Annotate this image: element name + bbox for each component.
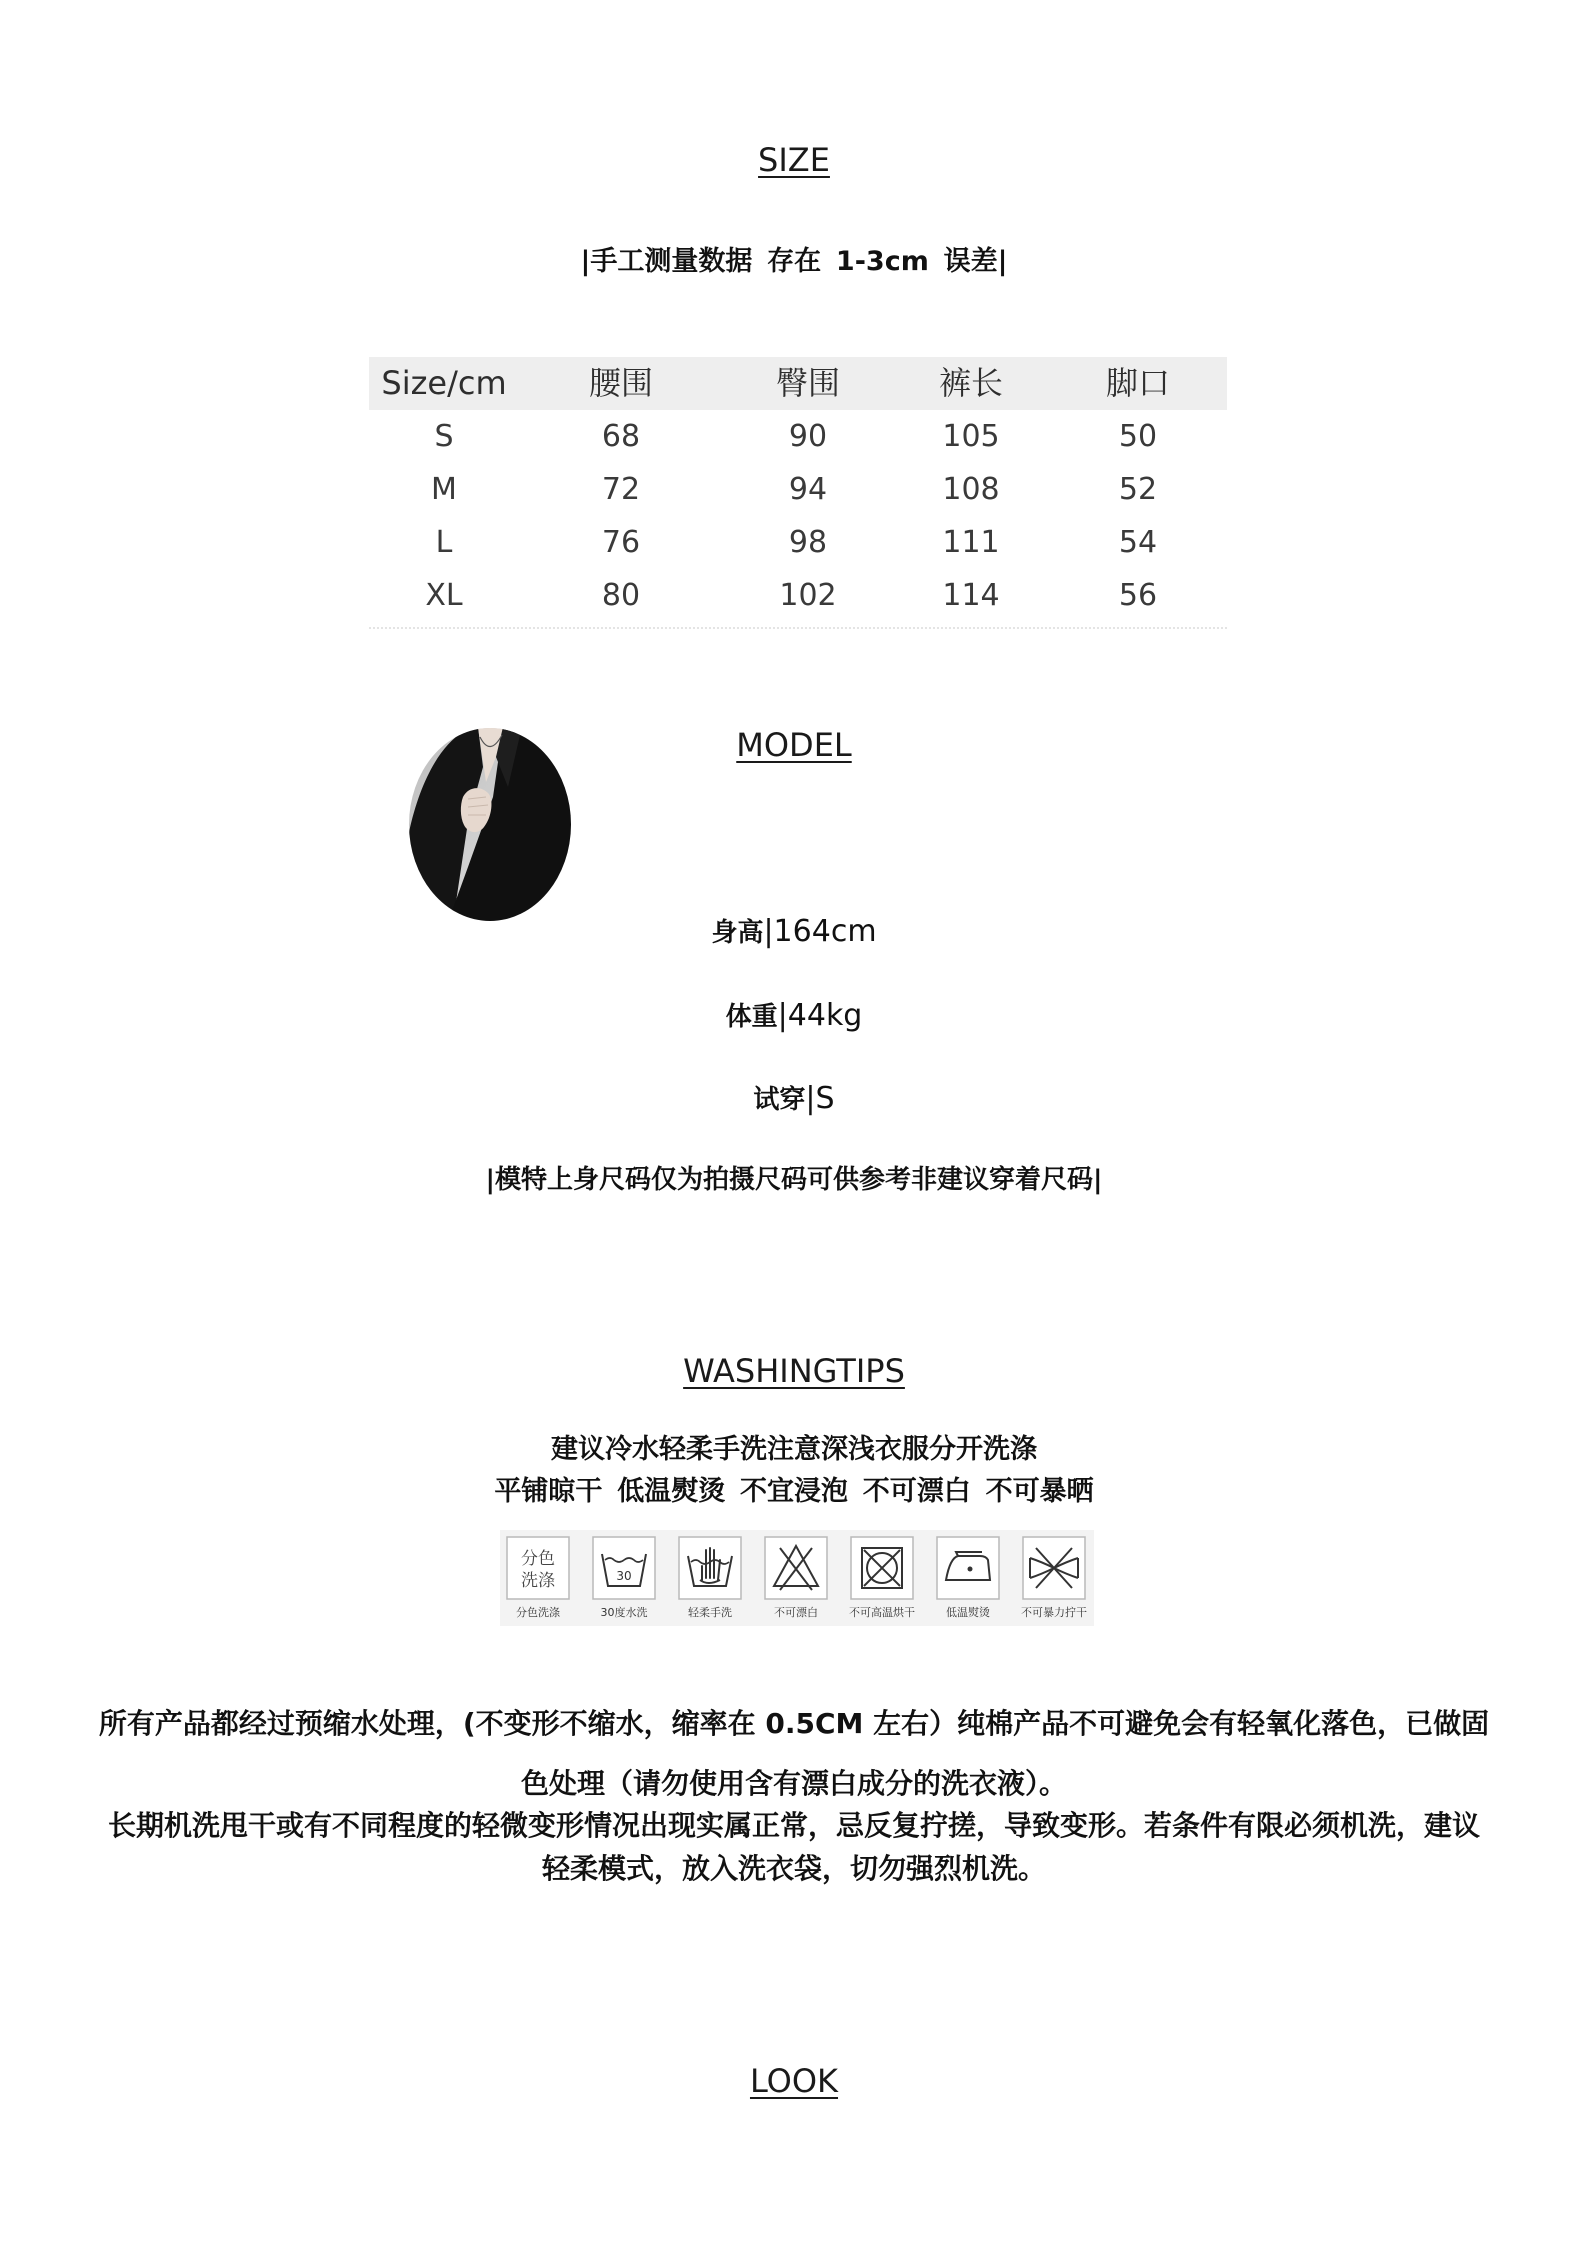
model-weight-label: 体重 xyxy=(725,1002,778,1032)
washing-label: 低温熨烫 xyxy=(946,1606,990,1619)
model-title: MODEL xyxy=(736,726,852,764)
model-height-label: 身高 xyxy=(711,918,764,948)
model-photo xyxy=(408,727,572,922)
size-table xyxy=(369,357,1227,629)
model-try-size-label: 试穿 xyxy=(753,1085,806,1115)
washing-label: 不可高温烘干 xyxy=(849,1606,915,1619)
table-header-row xyxy=(369,357,1227,410)
table-row xyxy=(369,410,1227,463)
table-cell: L xyxy=(435,525,453,560)
table-cell: 98 xyxy=(788,525,828,560)
washing-item xyxy=(936,1536,1000,1622)
table-header-cell: 脚口 xyxy=(1105,364,1170,402)
hand-wash-icon xyxy=(678,1536,742,1600)
washing-label: 不可暴力拧干 xyxy=(1021,1606,1087,1619)
washing-item xyxy=(592,1536,656,1622)
table-cell: 50 xyxy=(1118,419,1158,454)
table-cell: 56 xyxy=(1118,578,1158,613)
model-weight xyxy=(0,996,1588,1032)
table-cell: 94 xyxy=(788,472,828,507)
size-title: SIZE xyxy=(758,141,830,179)
look-title: LOOK xyxy=(749,2062,839,2100)
model-try-size-value: |S xyxy=(805,1081,835,1116)
washing-notice-line: 长期机洗甩干或有不同程度的轻微变形情况出现实属正常，忌反复拧搓，导致变形。若条件有限必须机洗，建议 xyxy=(107,1809,1480,1842)
table-cell: 54 xyxy=(1118,525,1158,560)
washing-label: 30度水洗 xyxy=(600,1606,648,1619)
washing-notice-line: 色处理（请勿使用含有漂白成分的洗衣液）。 xyxy=(520,1767,1067,1800)
table-cell: XL xyxy=(425,578,463,613)
washing-label: 不可漂白 xyxy=(774,1606,818,1619)
washing-item xyxy=(678,1536,742,1622)
table-row xyxy=(369,569,1227,622)
size-subtitle: |手工测量数据 存在 1-3cm 误差| xyxy=(580,246,1008,277)
no-bleach-icon xyxy=(764,1536,828,1600)
table-cell: 80 xyxy=(601,578,641,613)
icon-text: 洗涤 xyxy=(521,1571,555,1591)
washing-title: WASHINGTIPS xyxy=(683,1352,905,1390)
table-cell: 105 xyxy=(942,419,1000,454)
table-cell: M xyxy=(431,472,457,507)
table-cell: S xyxy=(434,419,454,454)
table-cell: 52 xyxy=(1118,472,1158,507)
model-size-note: |模特上身尺码仅为拍摄尺码可供参考非建议穿着尺码| xyxy=(485,1165,1103,1195)
no-wring-icon xyxy=(1022,1536,1086,1600)
washing-item xyxy=(764,1536,828,1622)
model-weight-value: |44kg xyxy=(777,998,863,1033)
washing-item xyxy=(1022,1536,1086,1622)
washing-icon-strip xyxy=(500,1530,1094,1626)
icon-text: 30 xyxy=(616,1569,632,1583)
table-cell: 90 xyxy=(788,419,828,454)
table-cell: 68 xyxy=(601,419,641,454)
table-header-cell: 臀围 xyxy=(775,364,840,402)
washing-item xyxy=(850,1536,914,1622)
washing-notice-line: 所有产品都经过预缩水处理，(不变形不缩水，缩率在 0.5CM 左右）纯棉产品不可避免会有轻氧化落色，已做固 xyxy=(98,1707,1490,1740)
washing-line: 建议冷水轻柔手洗注意深浅衣服分开洗涤 xyxy=(551,1434,1037,1465)
wash-30-degrees-icon xyxy=(592,1536,656,1600)
icon-text: 分色 xyxy=(521,1549,555,1569)
low-iron-icon xyxy=(936,1536,1000,1600)
washing-line: 平铺晾干 低温熨烫 不宜浸泡 不可漂白 不可暴晒 xyxy=(494,1476,1094,1507)
separate-colors-wash-icon xyxy=(506,1536,570,1600)
model-height xyxy=(0,912,1588,948)
washing-notice-line: 轻柔模式，放入洗衣袋，切勿强烈机洗。 xyxy=(541,1852,1046,1885)
washing-label: 轻柔手洗 xyxy=(688,1606,732,1619)
table-row xyxy=(369,516,1227,569)
table-cell: 114 xyxy=(942,578,1000,613)
table-cell: 76 xyxy=(601,525,641,560)
model-height-value: |164cm xyxy=(763,914,877,949)
washing-label: 分色洗涤 xyxy=(516,1606,560,1619)
table-cell: 111 xyxy=(942,525,1000,560)
table-header-cell: 裤长 xyxy=(938,364,1003,402)
table-header-cell: 腰围 xyxy=(588,364,653,402)
table-header-cell: Size/cm xyxy=(381,364,507,402)
washing-item xyxy=(506,1536,570,1622)
table-cell: 108 xyxy=(942,472,1000,507)
table-cell: 102 xyxy=(779,578,837,613)
model-try-size xyxy=(0,1079,1588,1115)
table-row xyxy=(369,463,1227,516)
no-tumble-dry-icon xyxy=(850,1536,914,1600)
table-cell: 72 xyxy=(601,472,641,507)
